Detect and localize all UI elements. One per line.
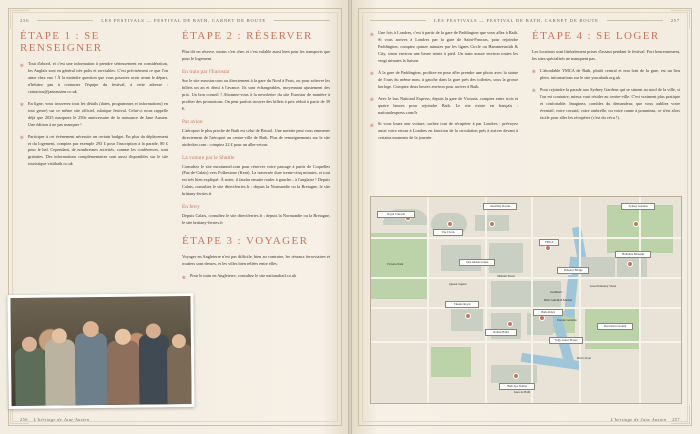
- step3-paragraph-2: ✻ Pour le train en Angleterre, consultez le site nationalrail.co.uk: [182, 273, 330, 280]
- map-label-22: Gare de Bath: [513, 390, 531, 394]
- map-label-3: Sydney Gardens: [621, 203, 655, 210]
- step3-title: ÉTAPE 3 : VOYAGER: [182, 235, 309, 248]
- photo-face-6: [172, 334, 186, 348]
- photo-figure-1: [15, 348, 46, 406]
- map-label-1: The Circus: [433, 229, 463, 236]
- map-label-16: Queen Square: [449, 282, 467, 286]
- map-poi-roman-baths[interactable]: [507, 321, 513, 327]
- header-page-number-left: 256: [20, 17, 30, 23]
- step4-bullet-2: ✻ Pour rejoindre la parade aux Sydney Gardens qui se situent au nord de la ville, si l'on est contraire, mieux vaut résider au centre-ville. C'est vraiment plus pratique et confortable. Imaginez, combles du demandeur, que vous oubliez votre éventail, votre corsaid, votre ombrelle, ou votre canne à pommeau, ce n'est alors facile pour aller les récupérer (c'est du vécu !).: [532, 87, 680, 122]
- photo-face-5: [146, 323, 161, 338]
- step2-sub-shuttle-label: La voiture par le Shuttle: [182, 154, 235, 161]
- map-block-theatre: [451, 307, 483, 331]
- map-label-5: Pulteney Bridge: [557, 267, 589, 274]
- photo-face-1: [22, 337, 37, 352]
- header-breadcrumb-right: LES FESTIVALS — FESTIVAL DE BATH, CARNET DE ROUTE: [433, 17, 599, 23]
- step2-sub-plane: [182, 119, 330, 125]
- travel-bullet-1: ✻ Une fois à Londres, c'est à partir de la gare de Paddington que vous allez à Bath. Si vous arrivez à Londres par la gare de Saint-Pancras, pour rejoindre Paddington, comptez quinze minutes par les lignes Circle ou Hammersmith & City, sinon environ une heure trente à pied. Un train assure environ toutes les vingt minutes la liaison.: [370, 30, 518, 65]
- photo-figure-2: [45, 339, 76, 405]
- map-label-12: Victoria Park: [386, 262, 404, 266]
- step1-title: ÉTAPE 1 : SE RENSEIGNER: [20, 30, 103, 54]
- map-label-15: Milsom Street: [497, 274, 515, 278]
- photo-face-2: [52, 328, 67, 343]
- map-block-queen-square: [441, 245, 481, 271]
- map-block-milsom: [489, 243, 523, 273]
- step2-title: ÉTAPE 2 : RÉSERVER: [182, 30, 313, 42]
- step2-sub-shuttle: [182, 155, 330, 161]
- map-poi-holburne-museum[interactable]: [627, 261, 633, 267]
- footer-page-number-right: 257: [672, 417, 680, 422]
- step2-sub-train: [182, 69, 330, 75]
- map-label-18: Guildhall: [550, 290, 562, 294]
- left-columns: [20, 30, 330, 285]
- map-poi-bath-spa-station[interactable]: [513, 373, 519, 379]
- column-step4: [532, 30, 680, 147]
- step2-intro: Plus tôt on réserve, moins c'est cher, et c'est valable aussi bien pour les transports que pour le logement.: [182, 49, 330, 61]
- travel-bullet-4: ✻ Si vous louez une voiture, sachez tout de récupérer à par Londres : prévoyez aussi votre retour à Londres en fonction de la circulation près à arriver devant à certains moments de la journée.: [370, 121, 518, 142]
- map-poi-assembly-rooms[interactable]: [489, 221, 495, 227]
- right-columns: [370, 30, 680, 147]
- step4-intro: Les locations sont littéralement prises d'assaut pendant le festival. Fort heureusement, les sites spécialisés ne manquent pas.: [532, 49, 680, 61]
- header-page-number-right: 257: [670, 17, 680, 23]
- step1-paragraph-2: ✻ En ligne, vous trouverez tous les détails (dates, programmes et informations) en tout genre) sur ce même site officiel, rubrique festival. Celui-ci nous rappelle déjà que 2025 marquera le 250e anniversaire de la naissance de Jane Austen. Une édition à ne pas manquer !: [20, 101, 168, 129]
- footer-title-left: L'héritage de Jane Austen: [33, 417, 90, 422]
- photo-figure-5: [139, 334, 170, 404]
- map-label-13: River Avon: [576, 356, 592, 360]
- step2-shuttle-text: Consultez le site eurotunnel.com pour réserver votre passage à partir de Coquelles (Pas-de-Calais) vers Folkestone (Kent). La traversée dure trente-cinq minutes, et tout est très bien expliqué. À noter, il faudra ensuite rouler à gauche... à l'anglaise ! Depuis Calais, consultez le site directferries.fr : depuis la Normandie ou la Bretagne, le site brittany-ferries.fr: [182, 163, 330, 197]
- map-road-5: [485, 197, 487, 403]
- travel-bullet-2: ✻ À la gare de Paddington, profitez-en pour aller prendre une photo avec la statue de l'ours du même nom, à gauche dans la gare près des toilettes, sous la grosse horloge. Comptez deux heures environ pour arriver à Bath.: [370, 70, 518, 91]
- festival-photo: [7, 293, 194, 409]
- map-label-17: YMCA: [539, 239, 559, 246]
- map-road-4: [427, 197, 429, 403]
- map-label-2: Assembly Rooms: [483, 203, 517, 210]
- step1-paragraph-3: ✻ Participer à cet évènement nécessite un certain budget. En plus du déplacement et du logement, comptez par exemple 293 £ pour l'inscription à la parade, 80 £ pour le bal. Cependant, de nombreuses activités, comme les conférences, sont gratuites. Des informations complémentaires sont aussi disponibles sur le site touristique visitbath.co.uk: [20, 134, 168, 169]
- photo-figure-4: [107, 341, 140, 405]
- map-road-6: [531, 197, 533, 403]
- step3-paragraph-1: Voyager en Angleterre n'est pas difficile, bien au contraire, les réseaux ferroviaires et routiers sont denses, et les villes bien reliées entre elles.: [182, 254, 330, 267]
- map-label-9: Bath Spa Station: [499, 383, 535, 390]
- map-poi-ymca[interactable]: [545, 245, 551, 251]
- column-travel-bullets: [370, 30, 518, 147]
- step2-train-text: Sur le site eurostar.com ou directement à la gare du Nord à Paris, ou pour achever les billets un an et demi à l'avance. Ils sont échangeables, moyennant ajustement des prix. Un bon conseil ? Abonnez-vous à la newsletter du site Eurostar de manière à profiter des promotions. On peut parfois trouver des billets à prix réduit à partir de 39 €.: [182, 77, 330, 111]
- book-gutter: [348, 0, 352, 434]
- map-poi-bath-abbey[interactable]: [539, 315, 545, 321]
- footer-title-right: L'héritage de Jane Austen: [610, 417, 667, 422]
- photo-figure-6: [167, 344, 194, 404]
- right-page-footer: [370, 417, 680, 422]
- step4-title: ÉTAPE 4 : SE LOGER: [532, 30, 660, 42]
- map-road-3: [371, 341, 681, 343]
- map-road-1: [371, 237, 681, 239]
- step2-plane-text: L'aéroport le plus proche de Bath est celui de Bristol. Une navette peut vous emmener directement de l'aéroport au centre-ville de Bath. Plus de renseignements sur le site airdecker.com : comptez 22 £ pour un aller-retour.: [182, 127, 330, 147]
- travel-bullet-3: ✻ Avec le bus National Express, depuis la gare de Victoria, comptez entre trois et quatre heures pour rejoindre Bath. Le site existe en français : nationalexpress.com/fr: [370, 96, 518, 117]
- map-green-south: [431, 347, 471, 377]
- map-block-guildhall: [533, 281, 561, 309]
- step4-bullet-1: ✻ L'abordable YMCA de Bath, plutôt central et non loin de la gare, est un lieu plein, informations sur le site ymcabath.org.uk: [532, 68, 680, 82]
- map-road-9: [371, 307, 681, 309]
- header-breadcrumb-left: LES FESTIVALS — FESTIVAL DE BATH, CARNET DE ROUTE: [101, 17, 267, 23]
- left-page-footer: [20, 417, 330, 422]
- photo-figure-3: [75, 333, 108, 405]
- map-road-7: [579, 197, 581, 403]
- map-poi-circus[interactable]: [447, 221, 453, 227]
- map-label-11: Recreation Ground: [597, 323, 633, 330]
- map-label-19: Bath Guildhall Market: [543, 298, 572, 302]
- step2-sub-train-label: En train par l'Eurostar: [182, 68, 230, 75]
- map-poi-theatre-royal[interactable]: [465, 313, 471, 319]
- column-step2: [182, 30, 330, 285]
- map-road-8: [639, 197, 641, 403]
- map-label-14: Great Pulteney Street: [589, 284, 617, 288]
- map-label-7: Roman Baths: [485, 329, 517, 336]
- photo-face-4: [115, 329, 131, 345]
- step2-sub-ferry-label: En ferry: [182, 204, 200, 211]
- map-block-centre: [491, 281, 531, 307]
- footer-page-number-left: 256: [20, 417, 28, 422]
- step2-sub-ferry: [182, 204, 330, 210]
- map-label-20: Parade Gardens: [557, 318, 577, 322]
- map-poi-sydney-gardens[interactable]: [633, 221, 639, 227]
- bath-city-map[interactable]: [370, 196, 682, 404]
- map-label-10: Holburne Museum: [615, 251, 651, 258]
- map-label-0: Royal Crescent: [377, 211, 415, 218]
- map-label-21: Sally Lunn's House: [549, 337, 583, 344]
- step1-paragraph-1: ✻ Tout d'abord, et c'est une information à prendre sérieusement en considération, les Anglais sont en général très polis et serviables. C'est précisément ce que l'on aime chez eux ! À la moindre question que vous pourriez avoir avant le départ, n'hésitez pas à contacter l'équipe du festival, à cette adresse : contactus@janeausten.co.uk: [20, 61, 168, 96]
- step2-sub-plane-label: Par avion: [182, 118, 203, 125]
- map-block-holburne: [617, 257, 647, 277]
- step2-ferry-text: Depuis Calais, consultez le site directferries.fr ; depuis la Normandie ou la Bretagne, le site brittany-ferries.fr: [182, 213, 330, 226]
- map-label-4: Jane Austen Centre: [459, 259, 495, 266]
- map-label-8: Theatre Royal: [445, 301, 479, 308]
- map-label-6: Bath Abbey: [533, 309, 563, 316]
- right-page: [350, 0, 700, 434]
- photo-face-3: [83, 321, 99, 337]
- column-step1: [20, 30, 168, 285]
